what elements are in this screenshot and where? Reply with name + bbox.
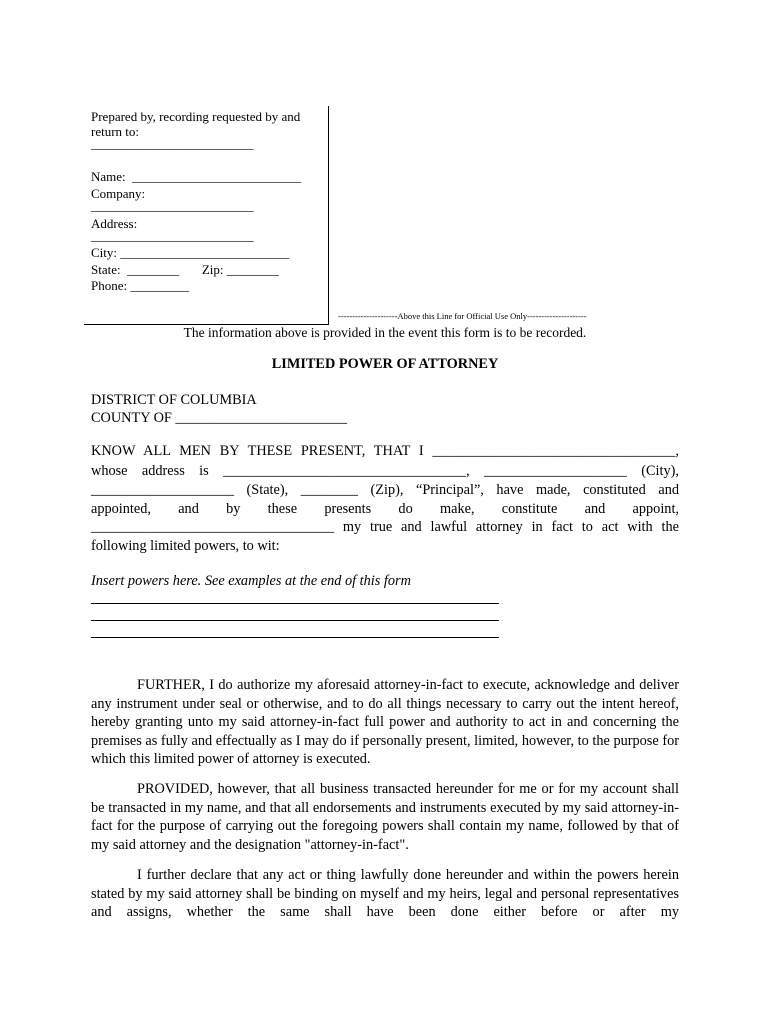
know-all-line-5[interactable]: __________________________________ my true and lawful attorney in fact to act with the [91,519,679,535]
provided-paragraph: PROVIDED, however, that all business transacted hereunder for me or for my account shall be transacted in my name, and that all endorsements and instruments executed by my said attorney-in-fact for the purpose of carrying out the foregoing powers shall contain my name, followed by that of my said attorney and the designation "attorney-in-fact". [91,781,679,853]
powers-line-2[interactable] [91,620,499,621]
document-title: LIMITED POWER OF ATTORNEY [271,356,499,372]
county-field[interactable]: COUNTY OF ________________________ [91,410,348,426]
recording-info-box [84,106,329,325]
official-use-line: ---------------------Above this Line for Official Use Only--------------------- [338,311,587,321]
further-paragraph: FURTHER, I do authorize my aforesaid attorney-in-fact to execute, acknowledge and deliver any instrument under seal or otherwise, and to do all things necessary to carry out the intent hereof, hereby granting unto my said attorney-in-fact full power and authority to act in and concerning the premises as fully and effectually as I may do if personally present, limited, however, to the purpose for which this limited power of attorney is executed. [91,677,679,768]
prepared-by-blank[interactable]: _________________________ [91,136,254,151]
city-field[interactable]: City: __________________________ [91,245,290,260]
know-all-line-1[interactable]: KNOW ALL MEN BY THESE PRESENT, THAT I __________________________________, [91,443,679,459]
insert-powers-instruction: Insert powers here. See examples at the end of this form [91,573,411,589]
name-field[interactable]: Name: __________________________ [91,169,302,184]
info-note: The information above is provided in the event this form is to be recorded. [183,325,587,340]
district-line: DISTRICT OF COLUMBIA [91,392,257,408]
know-all-line-4: appointed, and by these presents do make, constitute and appoint, [91,501,679,517]
company-field[interactable]: _________________________ [91,198,254,213]
know-all-line-2[interactable]: whose address is __________________________________, ____________________ (City), [91,463,679,479]
powers-line-3[interactable] [91,637,499,638]
company-label: Company: [91,186,146,201]
phone-field[interactable]: Phone: _________ [91,278,189,293]
know-all-line-3[interactable]: ____________________ (State), ________ (Zip), “Principal”, have made, constituted and [91,482,679,498]
state-zip-field[interactable]: State: ________ Zip: ________ [91,262,279,277]
powers-line-1[interactable] [91,603,499,604]
prepared-by-line-1: Prepared by, recording requested by and [91,109,301,124]
address-field[interactable]: _________________________ [91,228,254,243]
prepared-by-line-2: return to: [91,124,140,139]
know-all-line-6: following limited powers, to wit: [91,538,280,554]
address-label: Address: [91,216,138,231]
declare-paragraph: I further declare that any act or thing lawfully done hereunder and within the powers herein stated by my said attorney shall be binding on myself and my heirs, legal and personal representatives and assigns, whether the same shall have been done either before or after my [91,867,679,921]
